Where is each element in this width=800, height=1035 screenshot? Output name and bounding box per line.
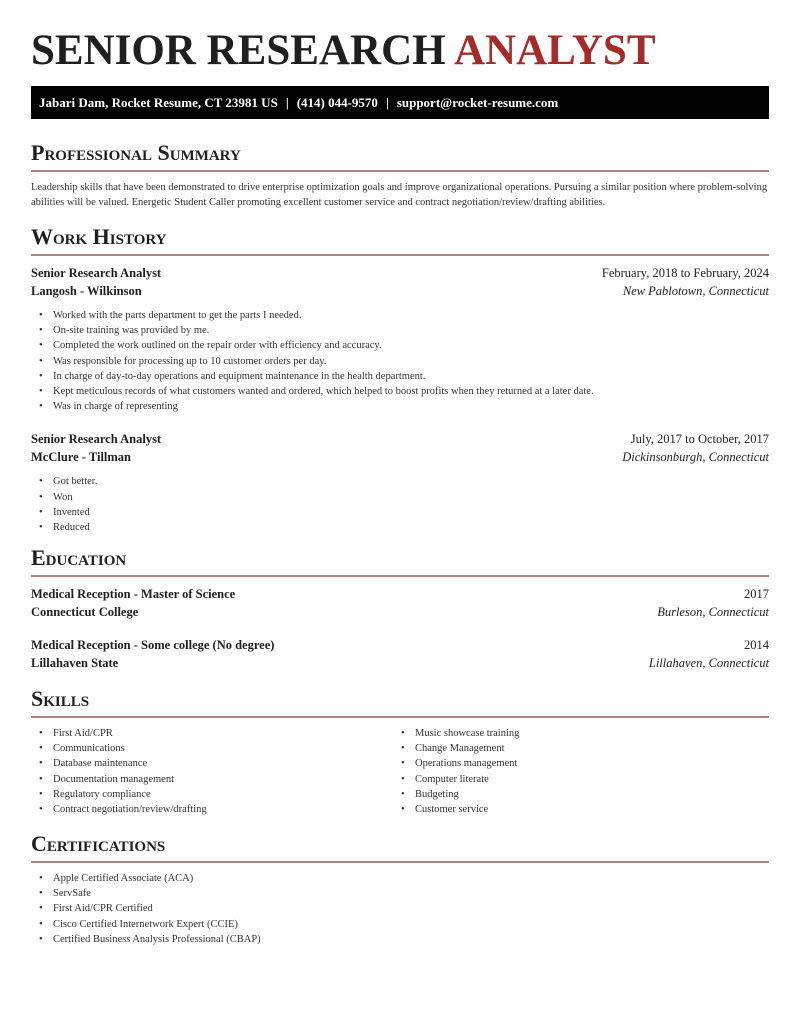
contact-email[interactable]: support@rocket-resume.com <box>396 95 559 110</box>
job-bullets <box>31 474 769 535</box>
list-item: • Budgeting <box>415 787 519 802</box>
job-dates: July, 2017 to October, 2017 <box>630 432 769 447</box>
education-school-row <box>31 654 769 672</box>
job-bullets <box>31 308 769 414</box>
list-item: • Database maintenance <box>53 756 207 771</box>
work-history-heading: Work History <box>31 224 167 249</box>
list-item: • Kept meticulous records of what customers wanted and ordered, which helped to boost profits when they returned at a later date. <box>53 384 769 399</box>
education-entry <box>31 636 769 672</box>
section-divider <box>31 170 769 172</box>
education-year: 2014 <box>744 638 769 652</box>
section-divider <box>31 575 769 577</box>
contact-address: Jabari Dam, Rocket Resume, CT 23981 US <box>39 95 278 110</box>
list-item: • Computer literate <box>415 772 519 787</box>
list-item: • Communications <box>53 741 207 756</box>
list-item: • Change Management <box>415 741 519 756</box>
list-item: • Regulatory compliance <box>53 787 207 802</box>
education-degree: Medical Reception - Some college (No degree) <box>31 638 275 652</box>
title-main: SENIOR RESEARCH <box>31 27 446 74</box>
list-item: • Won <box>53 490 769 505</box>
resume-title <box>31 28 656 74</box>
list-item: • Completed the work outlined on the repair order with efficiency and accuracy. <box>53 338 769 353</box>
list-item: • First Aid/CPR <box>53 726 207 741</box>
job-title: Senior Research Analyst <box>31 432 162 447</box>
work-history-section <box>31 224 769 535</box>
certifications-section <box>31 831 769 947</box>
summary-heading: Professional Summary <box>31 140 241 165</box>
list-item: • On-site training was provided by me. <box>53 323 769 338</box>
summary-text: Leadership skills that have been demonstrated to drive enterprise optimization goals and improve organizational operations. Pursuing a similar position where problem-solving abilities will be valued. Energetic Student Caller promoting excellent customer service and contract negotiation/review/drafting abilities. <box>31 182 768 208</box>
skills-columns <box>31 726 769 821</box>
contact-phone[interactable]: (414) 044-9570 <box>296 95 378 110</box>
education-entry <box>31 585 769 621</box>
list-item: • Contract negotiation/review/drafting <box>53 802 207 817</box>
skills-column-1 <box>31 726 207 817</box>
education-location: Burleson, Connecticut <box>657 605 769 619</box>
education-school: Connecticut College <box>31 605 139 619</box>
education-school: Lillahaven State <box>31 656 119 670</box>
education-school-row <box>31 603 769 621</box>
contact-separator: | <box>285 95 289 110</box>
contact-separator: | <box>385 95 389 110</box>
section-divider <box>31 254 769 256</box>
skills-column-2 <box>393 726 519 817</box>
job-title: Senior Research Analyst <box>31 266 162 280</box>
education-degree-row <box>31 636 769 654</box>
list-item: • First Aid/CPR Certified <box>53 901 769 916</box>
job-dates: February, 2018 to February, 2024 <box>601 266 769 280</box>
list-item: • Was in charge of representing <box>53 399 769 414</box>
list-item: • Certified Business Analysis Professional (CBAP) <box>53 932 769 947</box>
education-degree-row <box>31 585 769 603</box>
job-header-row <box>31 264 769 282</box>
list-item: • Was responsible for processing up to 10 customer orders per day. <box>53 354 769 369</box>
skills-section <box>31 686 769 821</box>
education-location: Lillahaven, Connecticut <box>648 656 769 670</box>
job-entry <box>31 430 769 535</box>
job-entry <box>31 264 769 414</box>
job-company-row <box>31 282 769 300</box>
list-item: • Music showcase training <box>415 726 519 741</box>
list-item: • Worked with the parts department to get the parts I needed. <box>53 308 769 323</box>
title-accent: ANALYST <box>453 27 656 74</box>
education-heading: Education <box>31 545 127 570</box>
job-location: Dickinsonburgh, Connecticut <box>622 450 769 465</box>
job-company: McClure - Tillman <box>31 450 131 465</box>
job-header-row <box>31 430 769 448</box>
education-degree: Medical Reception - Master of Science <box>31 587 236 601</box>
list-item: • Apple Certified Associate (ACA) <box>53 871 769 886</box>
list-item: • ServSafe <box>53 886 769 901</box>
list-item: • Invented <box>53 505 769 520</box>
list-item: • Cisco Certified Internetwork Expert (CCIE) <box>53 917 769 932</box>
job-company-row <box>31 448 769 466</box>
certifications-heading: Certifications <box>31 831 166 856</box>
list-item: • Got better. <box>53 474 769 489</box>
list-item: • Documentation management <box>53 772 207 787</box>
job-location: New Pablotown, Connecticut <box>622 284 769 298</box>
section-divider <box>31 861 769 863</box>
list-item: • In charge of day-to-day operations and equipment maintenance in the health department. <box>53 369 769 384</box>
summary-section <box>31 140 769 210</box>
certifications-list <box>31 871 769 947</box>
job-company: Langosh - Wilkinson <box>31 284 142 298</box>
education-section <box>31 545 769 672</box>
list-item: • Reduced <box>53 520 769 535</box>
education-year: 2017 <box>744 587 769 601</box>
section-divider <box>31 716 769 718</box>
list-item: • Operations management <box>415 756 519 771</box>
skills-heading: Skills <box>31 686 90 711</box>
list-item: • Customer service <box>415 802 519 817</box>
contact-bar <box>31 86 769 119</box>
